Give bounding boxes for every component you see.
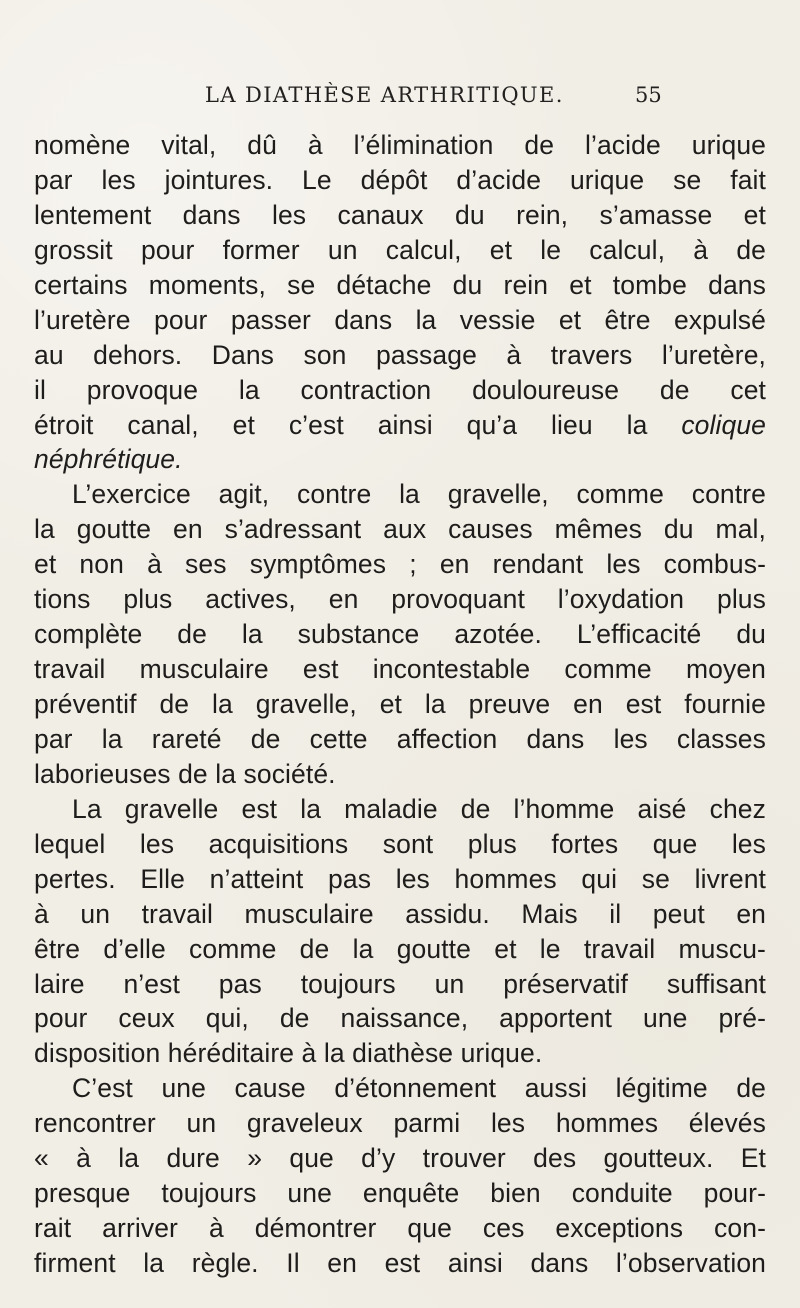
text-line: par les jointures. Le dépôt d’acide urique se fait [34, 164, 766, 195]
page-number: 55 [635, 83, 662, 107]
text-line: firment la règle. Il en est ainsi dans l’observation [34, 1248, 766, 1278]
text-line: préventif de la gravelle, et la preuve en est fournie [34, 689, 766, 719]
text-line: lentement dans les canaux du rein, s’amasse et [34, 199, 766, 230]
body-text [34, 128, 766, 1281]
text-line: certains moments, se détache du rein et tombe dans [34, 269, 766, 300]
italic-term: colique [681, 409, 766, 440]
text-line: travail musculaire est incontestable comme moyen [34, 654, 766, 685]
text-line: nomène vital, dû à l’élimination de l’acide urique [34, 130, 766, 160]
text-line: complète de la substance azotée. L’efficacité du [34, 619, 766, 650]
text-line: pour ceux qui, de naissance, apportent une pré- [34, 1003, 766, 1034]
text-line: disposition héréditaire à la diathèse urique. [34, 1038, 543, 1069]
running-title: LA DIATHÈSE ARTHRITIQUE. [205, 83, 564, 107]
text-line: l’uretère pour passer dans la vessie et être expulsé [34, 304, 766, 335]
text-line: laborieuses de la société. [34, 758, 336, 789]
text-line: néphrétique. [34, 444, 183, 475]
text-line: tions plus actives, en provoquant l’oxydation plus [34, 584, 766, 615]
text-line: « à la dure » que d’y trouver des goutteux. Et [34, 1143, 766, 1174]
text-line: par la rareté de cette affection dans les classes [34, 723, 766, 754]
text-line [34, 408, 766, 443]
text-line: rait arriver à démontrer que ces exceptions con- [34, 1213, 766, 1244]
text-line: L’exercice agit, contre la gravelle, comme contre [72, 479, 766, 510]
text-line-fragment: étroit canal, et c’est ainsi qu’a lieu la [34, 409, 682, 440]
text-line: il provoque la contraction douloureuse de cet [34, 374, 766, 405]
text-line: laire n’est pas toujours un préservatif suffisant [34, 968, 766, 999]
running-header [0, 83, 800, 115]
text-line: La gravelle est la maladie de l’homme aisé chez [72, 793, 766, 824]
text-line: à un travail musculaire assidu. Mais il peut en [34, 898, 766, 929]
text-line: grossit pour former un calcul, et le calcul, à de [34, 234, 766, 265]
text-line: et non à ses symptômes ; en rendant les combus- [34, 549, 766, 580]
text-line: la goutte en s’adressant aux causes mêmes du mal, [34, 514, 766, 545]
text-line: pertes. Elle n’atteint pas les hommes qui se livrent [34, 863, 766, 894]
text-line: au dehors. Dans son passage à travers l’uretère, [34, 339, 766, 370]
text-line: C’est une cause d’étonnement aussi légitime de [72, 1073, 766, 1104]
text-line: lequel les acquisitions sont plus fortes que les [34, 828, 766, 859]
text-line: presque toujours une enquête bien conduite pour- [34, 1178, 766, 1209]
text-line: rencontrer un graveleux parmi les hommes élevés [34, 1108, 766, 1139]
text-line: être d’elle comme de la goutte et le travail muscu- [34, 933, 766, 964]
